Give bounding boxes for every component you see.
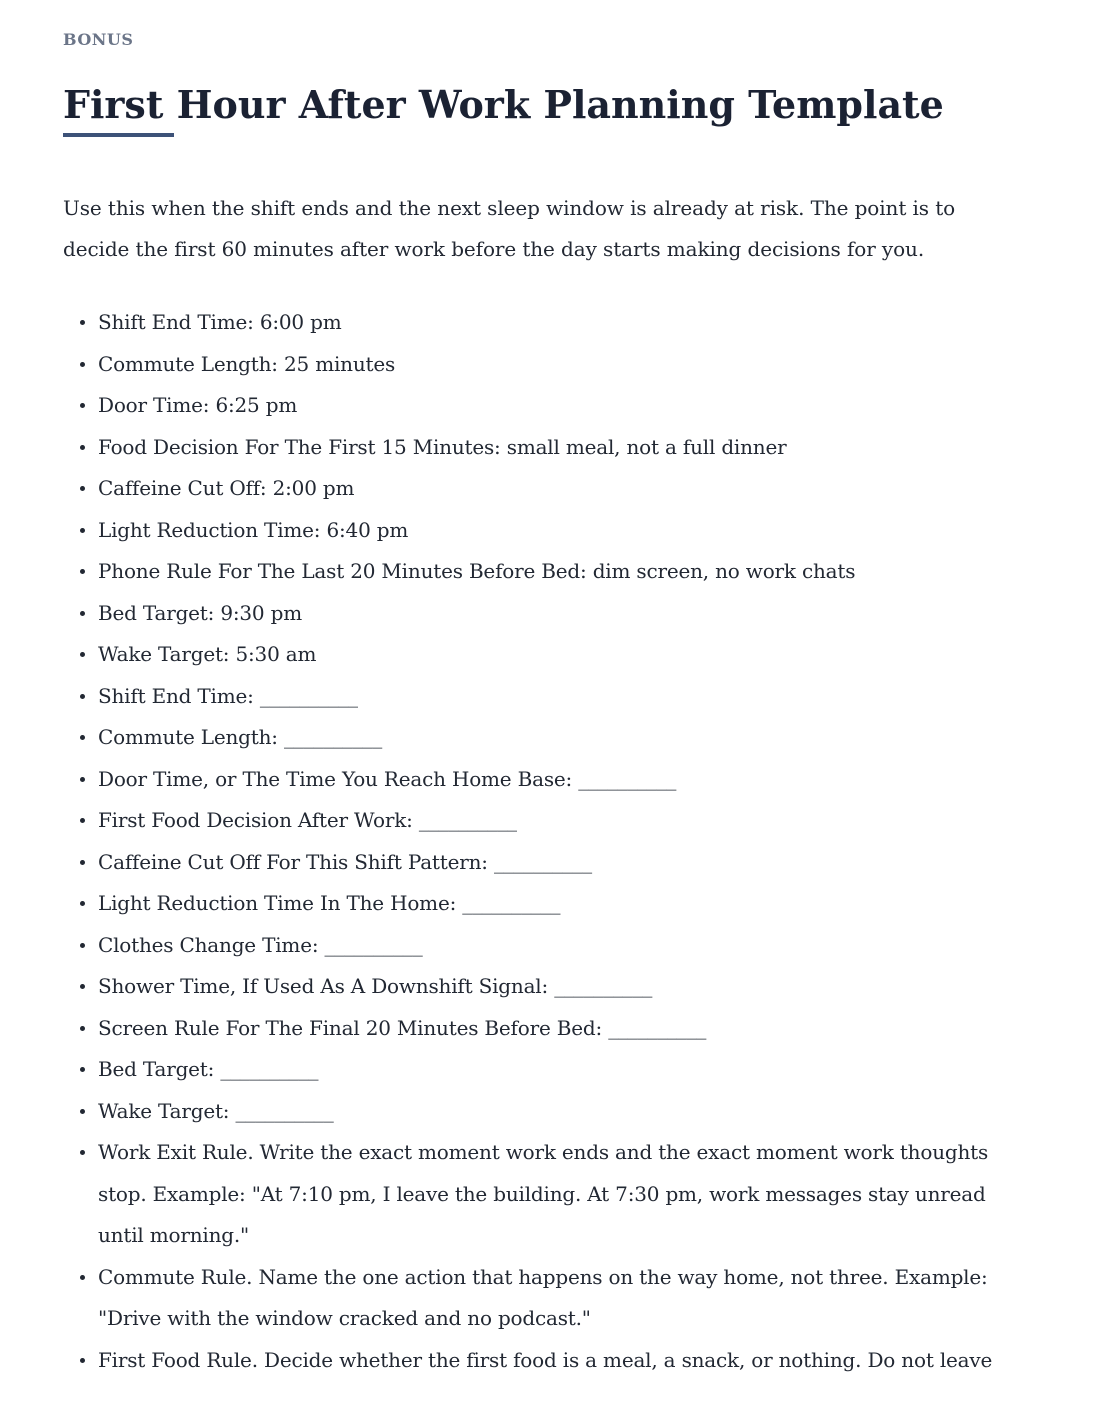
list-item: Light Reduction Time: 6:40 pm — [63, 510, 1023, 552]
template-list — [63, 302, 1023, 1381]
list-item: Commute Length: 25 minutes — [63, 344, 1023, 386]
list-item: First Food Rule. Decide whether the first food is a meal, a snack, or nothing. Do not leave — [63, 1340, 1023, 1382]
section-label: BONUS — [63, 30, 134, 49]
list-item: Caffeine Cut Off For This Shift Pattern: __________ — [63, 842, 1023, 884]
list-item: Wake Target: 5:30 am — [63, 634, 1023, 676]
list-item: Phone Rule For The Last 20 Minutes Before Bed: dim screen, no work chats — [63, 551, 1023, 593]
list-item: Caffeine Cut Off: 2:00 pm — [63, 468, 1023, 510]
list-item: Work Exit Rule. Write the exact moment work ends and the exact moment work thoughts stop. Example: "At 7:10 pm, I leave the building. At 7:30 pm, work messages stay unread until morning." — [63, 1132, 1023, 1257]
list-item: Light Reduction Time In The Home: __________ — [63, 883, 1023, 925]
page-title: First Hour After Work Planning Template — [63, 82, 944, 127]
title-underline — [63, 133, 174, 137]
list-item: Food Decision For The First 15 Minutes: small meal, not a full dinner — [63, 427, 1023, 469]
list-item: Door Time, or The Time You Reach Home Base: __________ — [63, 759, 1023, 801]
list-item: First Food Decision After Work: __________ — [63, 800, 1023, 842]
intro-paragraph: Use this when the shift ends and the next sleep window is already at risk. The point is to decide the first 60 minutes after work before the day starts making decisions for you. — [63, 196, 956, 261]
list-item: Commute Rule. Name the one action that happens on the way home, not three. Example: "Drive with the window cracked and no podcast." — [63, 1257, 1023, 1340]
list-item: Wake Target: __________ — [63, 1091, 1023, 1133]
list-item: Door Time: 6:25 pm — [63, 385, 1023, 427]
list-item: Bed Target: 9:30 pm — [63, 593, 1023, 635]
list-item: Bed Target: __________ — [63, 1049, 1023, 1091]
list-item: Shower Time, If Used As A Downshift Signal: __________ — [63, 966, 1023, 1008]
list-item: Clothes Change Time: __________ — [63, 925, 1023, 967]
list-item: Commute Length: __________ — [63, 717, 1023, 759]
list-item: Shift End Time: 6:00 pm — [63, 302, 1023, 344]
list-item: Screen Rule For The Final 20 Minutes Before Bed: __________ — [63, 1008, 1023, 1050]
list-item: Shift End Time: __________ — [63, 676, 1023, 718]
